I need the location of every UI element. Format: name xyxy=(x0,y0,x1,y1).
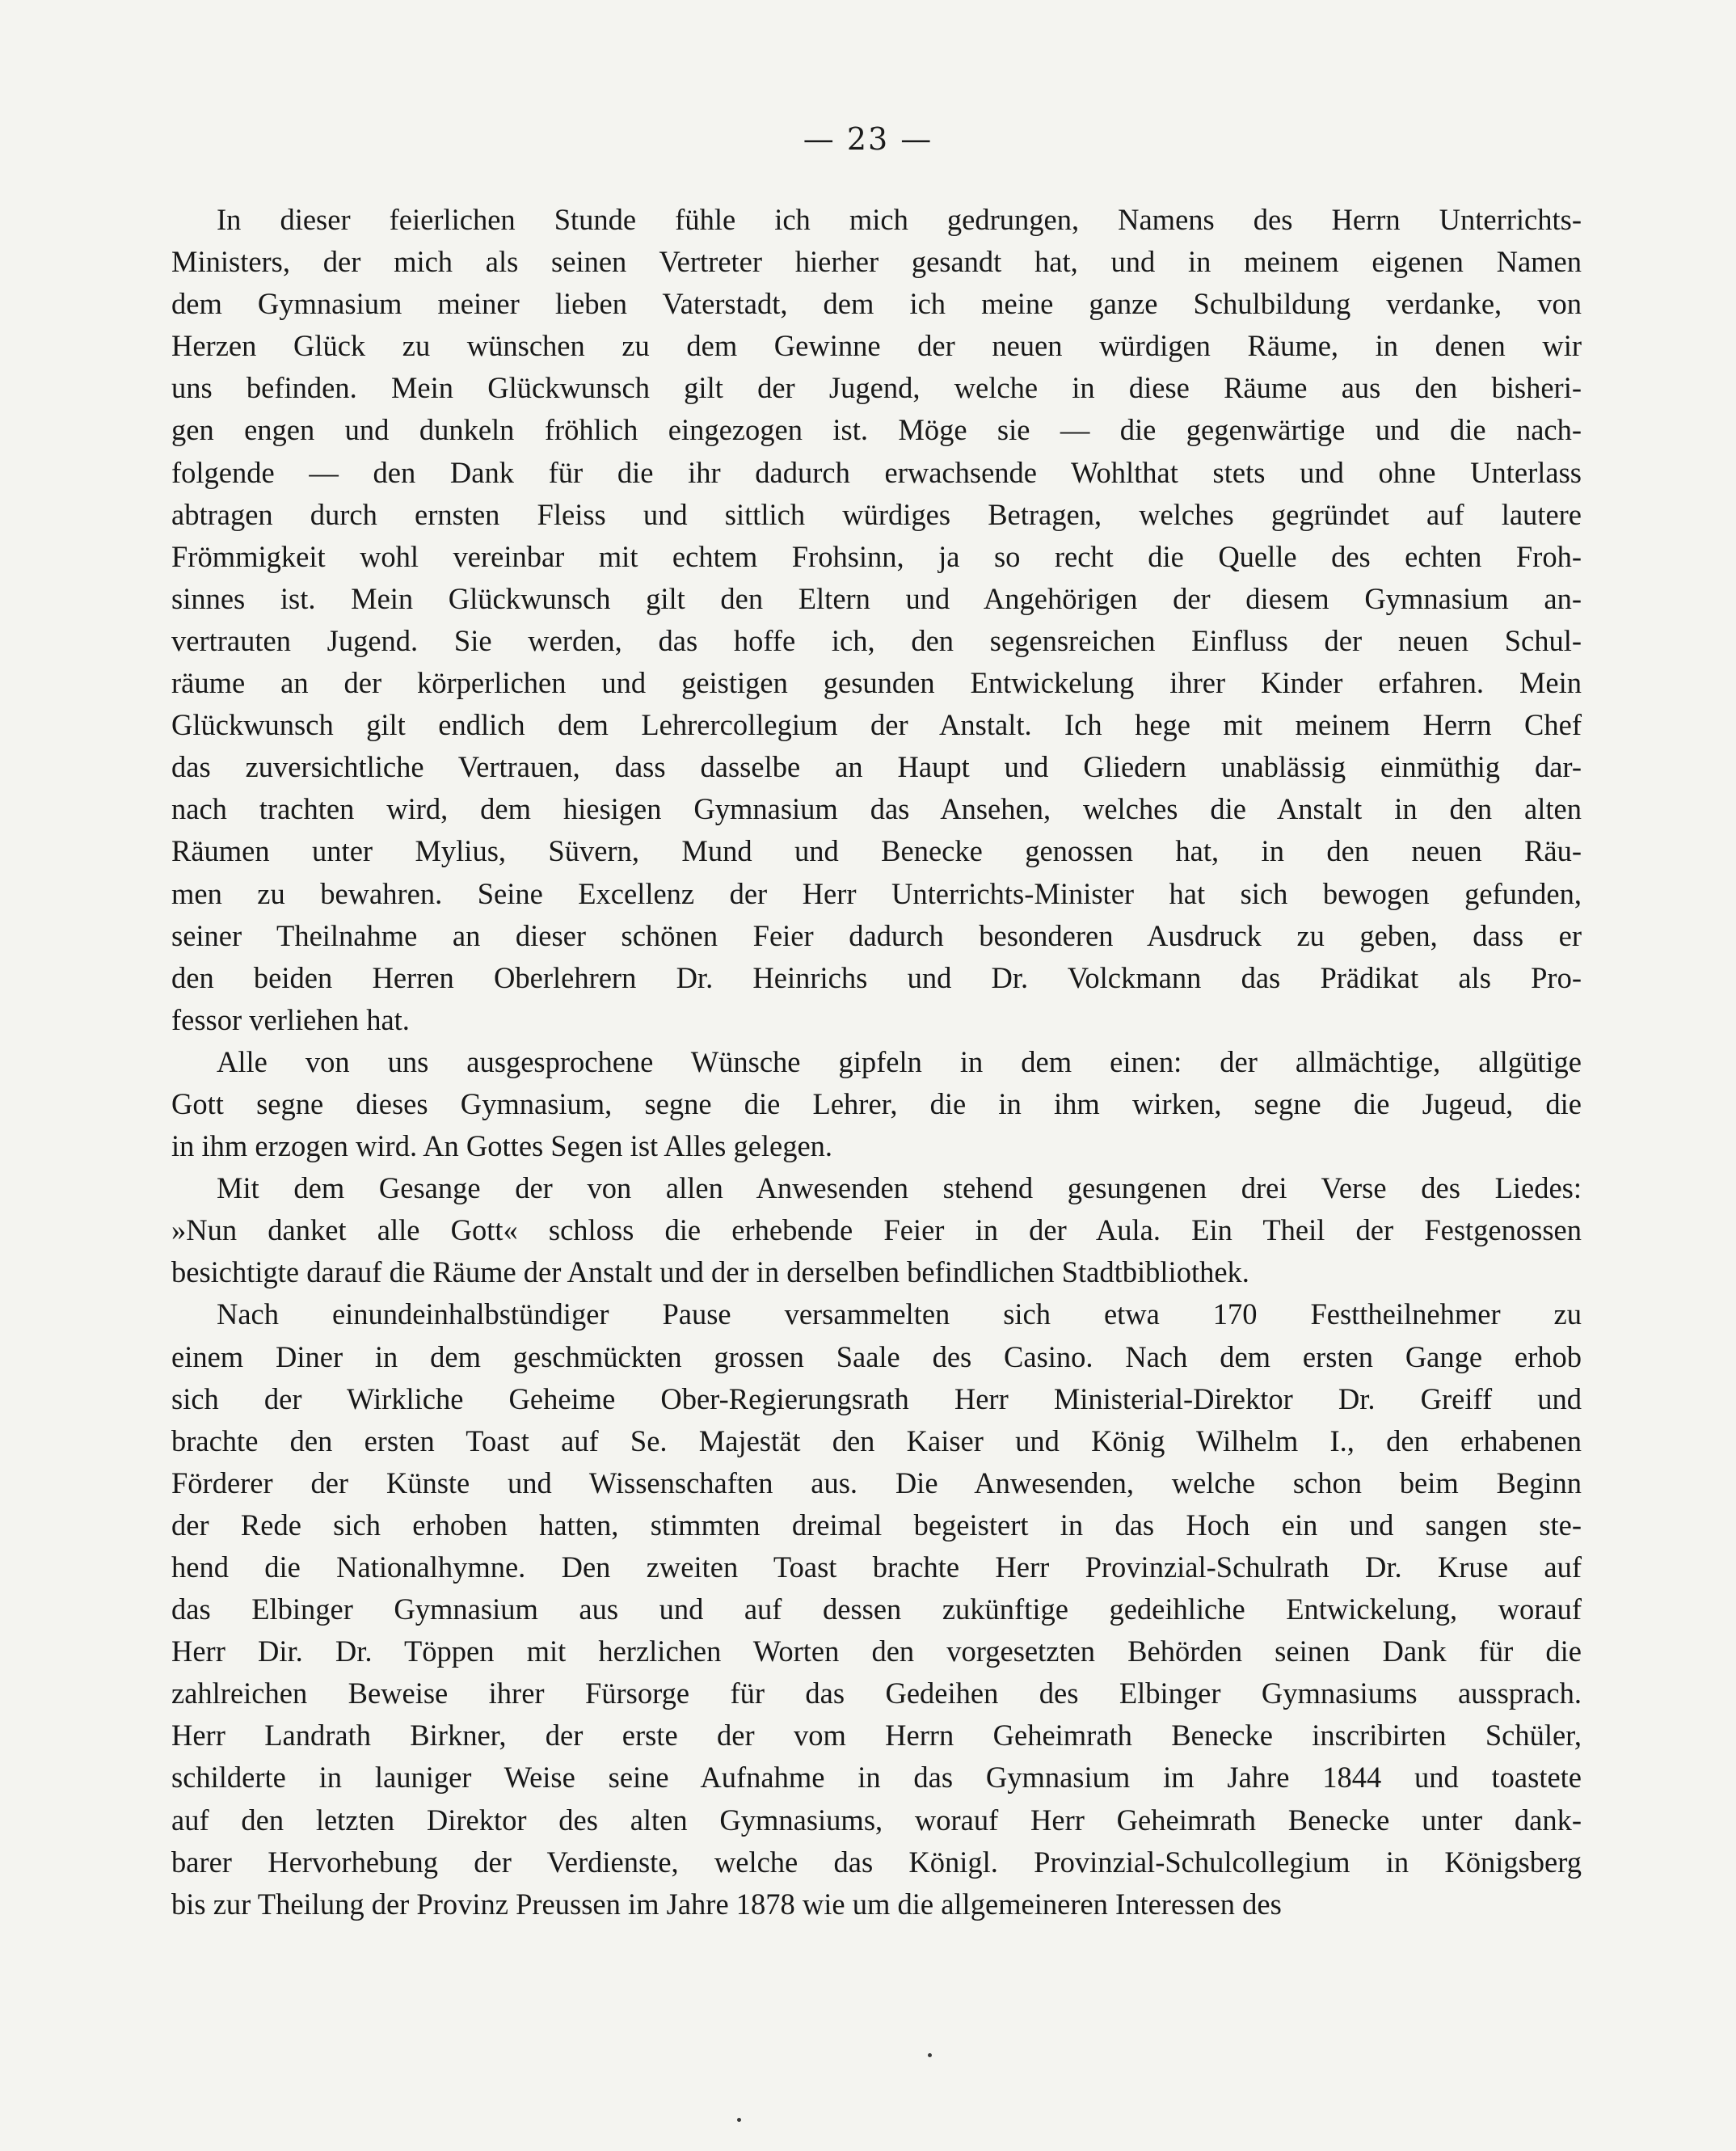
text-line: In dieser feierlichen Stunde fühle ich mich gedrungen, Namens des Herrn Unterrichts- xyxy=(217,203,1582,236)
paragraph xyxy=(171,199,1582,1041)
text-line: men zu bewahren. Seine Excellenz der Herr Unterrichts-Minister hat sich bewogen gefunden, xyxy=(171,876,1582,910)
text-line: das Elbinger Gymnasium aus und auf dessen zukünftige gedeihliche Entwickelung, worauf xyxy=(171,1592,1582,1626)
text-line: brachte den ersten Toast auf Se. Majestät den Kaiser und König Wilhelm I., den erhabenen xyxy=(171,1423,1582,1457)
page-number: — 23 — xyxy=(803,121,933,157)
text-line: Herzen Glück zu wünschen zu dem Gewinne der neuen würdigen Räume, in denen wir xyxy=(171,329,1582,363)
text-line: abtragen durch ernsten Fleiss und sittlich würdiges Betragen, welches gegründet auf lautere xyxy=(171,497,1582,531)
text-line: Glückwunsch gilt endlich dem Lehrercollegium der Anstalt. Ich hege mit meinem Herrn Chef xyxy=(171,708,1582,742)
paper-speck xyxy=(928,2053,932,2057)
text-line: Räumen unter Mylius, Süvern, Mund und Benecke genossen hat, in den neuen Räu- xyxy=(171,834,1582,868)
text-line: barer Hervorhebung der Verdienste, welche das Königl. Provinzial-Schulcollegium in Königsberg xyxy=(171,1845,1582,1879)
paragraph xyxy=(171,1293,1582,1925)
text-line: Förderer der Künste und Wissenschaften aus. Die Anwesenden, welche schon beim Beginn xyxy=(171,1466,1582,1499)
text-line: schilderte in launiger Weise seine Aufnahme in das Gymnasium im Jahre 1844 und toastete xyxy=(171,1761,1582,1795)
text-line: Alle von uns ausgesprochene Wünsche gipfeln in dem einen: der allmächtige, allgütige xyxy=(217,1044,1582,1078)
paragraph xyxy=(171,1167,1582,1293)
text-line: fessor verliehen hat. xyxy=(171,1002,410,1036)
text-line: das zuversichtliche Vertrauen, dass dasselbe an Haupt und Gliedern unablässig einmüthig dar- xyxy=(171,750,1582,784)
text-line: sich der Wirkliche Geheime Ober-Regierungsrath Herr Ministerial-Direktor Dr. Greiff und xyxy=(171,1381,1582,1415)
text-line: uns befinden. Mein Glückwunsch gilt der Jugend, welche in diese Räume aus den bisheri- xyxy=(171,371,1582,405)
text-line: Herr Landrath Birkner, der erste der vom Herrn Geheimrath Benecke inscribirten Schüler, xyxy=(171,1719,1582,1752)
text-line: räume an der körperlichen und geistigen gesunden Entwickelung ihrer Kinder erfahren. Mein xyxy=(171,666,1582,700)
text-line: hend die Nationalhymne. Den zweiten Toast brachte Herr Provinzial-Schulrath Dr. Kruse auf xyxy=(171,1550,1582,1584)
text-line: den beiden Herren Oberlehrern Dr. Heinrichs und Dr. Volckmann das Prädikat als Pro- xyxy=(171,960,1582,994)
text-line: »Nun danket alle Gott« schloss die erhebende Feier in der Aula. Ein Theil der Festgenossen xyxy=(171,1213,1582,1247)
text-line: einem Diner in dem geschmückten grossen Saale des Casino. Nach dem ersten Gange erhob xyxy=(171,1339,1582,1373)
text-line: Ministers, der mich als seinen Vertreter hierher gesandt hat, und in meinem eigenen Namen xyxy=(171,245,1582,279)
text-line: Nach einundeinhalbstündiger Pause versammelten sich etwa 170 Festtheilnehmer zu xyxy=(217,1297,1582,1331)
text-line: bis zur Theilung der Provinz Preussen im Jahre 1878 wie um die allgemeineren Interessen des xyxy=(171,1887,1282,1921)
paragraph xyxy=(171,1041,1582,1167)
text-line: folgende — den Dank für die ihr dadurch erwachsende Wohlthat stets und ohne Unterlass xyxy=(171,455,1582,489)
text-line: Herr Dir. Dr. Töppen mit herzlichen Worten den vorgesetzten Behörden seinen Dank für die xyxy=(171,1634,1582,1668)
text-line: zahlreichen Beweise ihrer Fürsorge für das Gedeihen des Elbinger Gymnasiums aussprach. xyxy=(171,1677,1582,1710)
text-line: Frömmigkeit wohl vereinbar mit echtem Frohsinn, ja so recht die Quelle des echten Froh- xyxy=(171,539,1582,573)
text-line: der Rede sich erhoben hatten, stimmten dreimal begeistert in das Hoch ein und sangen ste- xyxy=(171,1508,1582,1542)
text-line: seiner Theilnahme an dieser schönen Feier dadurch besonderen Ausdruck zu geben, dass er xyxy=(171,918,1582,952)
text-line: nach trachten wird, dem hiesigen Gymnasium das Ansehen, welches die Anstalt in den alten xyxy=(171,792,1582,826)
body-text xyxy=(171,199,1582,1925)
text-line: dem Gymnasium meiner lieben Vaterstadt, dem ich meine ganze Schulbildung verdanke, von xyxy=(171,287,1582,321)
text-line: Mit dem Gesange der von allen Anwesenden stehend gesungenen drei Verse des Liedes: xyxy=(217,1171,1582,1205)
text-line: gen engen und dunkeln fröhlich eingezogen ist. Möge sie — die gegenwärtige und die nach- xyxy=(171,413,1582,447)
text-line: besichtigte darauf die Räume der Anstalt und der in derselben befindlichen Stadtbibliothek. xyxy=(171,1255,1249,1289)
text-line: in ihm erzogen wird. An Gottes Segen ist Alles gelegen. xyxy=(171,1129,833,1163)
paper-speck xyxy=(737,2118,741,2122)
text-line: auf den letzten Direktor des alten Gymnasiums, worauf Herr Geheimrath Benecke unter dank- xyxy=(171,1803,1582,1837)
text-line: vertrauten Jugend. Sie werden, das hoffe ich, den segensreichen Einfluss der neuen Schul- xyxy=(171,623,1582,657)
text-line: sinnes ist. Mein Glückwunsch gilt den Eltern und Angehörigen der diesem Gymnasium an- xyxy=(171,581,1582,615)
text-line: Gott segne dieses Gymnasium, segne die Lehrer, die in ihm wirken, segne die Jugeud, die xyxy=(171,1086,1582,1120)
